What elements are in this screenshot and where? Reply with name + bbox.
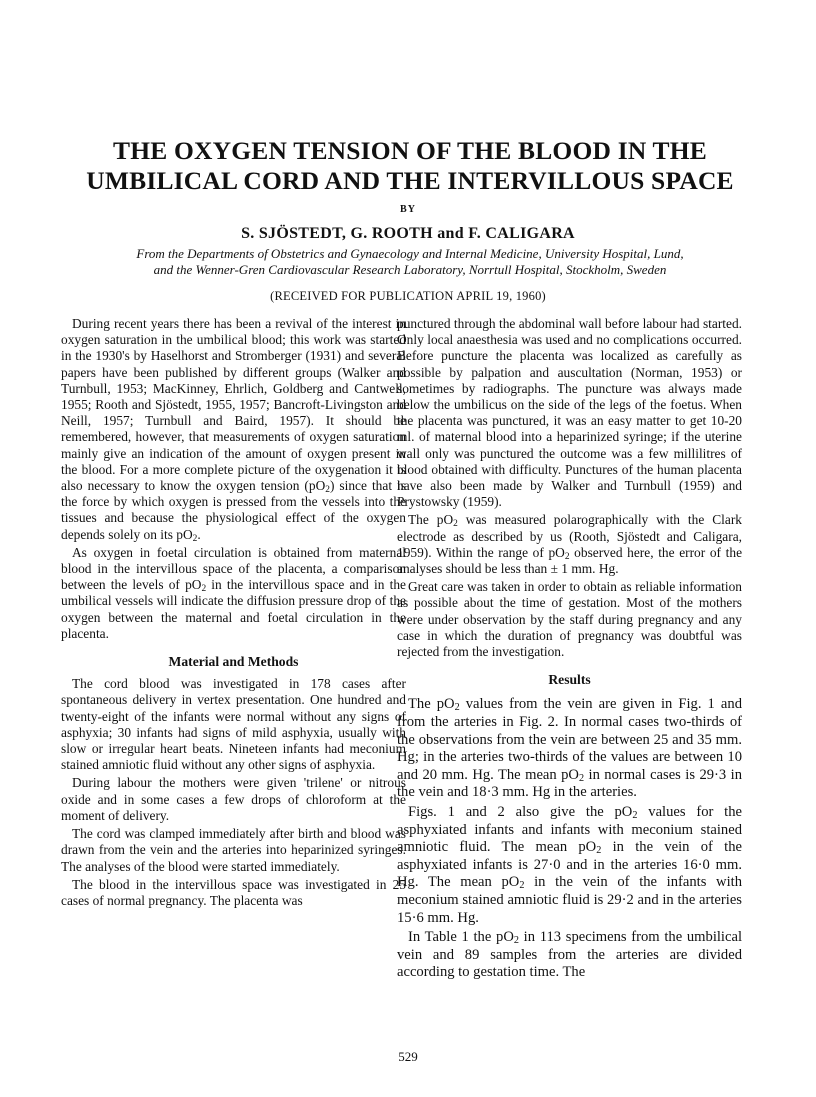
subscript: 2 xyxy=(578,772,585,784)
affiliation xyxy=(90,246,730,278)
po2-text-c: observed here, the error of the analyses should be less than ± 1 mm. Hg. xyxy=(397,544,743,577)
subscript: 2 xyxy=(519,880,525,892)
results-heading: Results xyxy=(548,672,591,688)
results-p1-text-b: values from the vein are given in Fig. 1 and from the arteries in Fig. 2. In normal cases two-thirds of the observations from the vein are between 25 and 35 mm. Hg; in the arteries two-thirds of the values are between 10 and 20 mm. Hg. The mean pO xyxy=(397,696,742,783)
affiliation-line-1: From the Departments of Obstetrics and Gynaecology and Internal Medicine, University Hospital, Lund, xyxy=(136,246,684,261)
subscript: 2 xyxy=(513,935,519,947)
results-p2-text-d: in the vein of the infants with meconium stained amniotic fluid is 29·2 and in the arteries 15·6 mm. Hg. xyxy=(397,874,742,926)
results-paragraph-3 xyxy=(397,929,742,982)
results-paragraph-2 xyxy=(397,804,742,927)
methods-heading: Material and Methods xyxy=(168,654,299,670)
subscript: 2 xyxy=(453,519,458,530)
title-line-1: THE OXYGEN TENSION OF THE BLOOD IN THE xyxy=(112,136,707,165)
subscript: 2 xyxy=(596,845,602,857)
po2-text-a: The pO xyxy=(408,512,454,528)
title-line-2: UMBILICAL CORD AND THE INTERVILLOUS SPACE xyxy=(86,166,734,195)
intro-paragraph-2 xyxy=(61,545,406,642)
page-number: 529 xyxy=(398,1049,418,1064)
results-p3-text-a: In Table 1 the pO xyxy=(408,929,514,946)
results-p2-text-a: Figs. 1 and 2 also give the pO xyxy=(408,804,633,821)
results-p1-text-a: The pO xyxy=(408,696,455,713)
intro-p2-text-b: in the intervillous space and in the umbilical vessels will indicate the diffusion pressure drop of the oxygen between the maternal and foetal circulation in the placenta. xyxy=(61,577,406,641)
methods-paragraph-1: The cord blood was investigated in 178 cases after spontaneous delivery in vertex presentation. One hundred and twenty-eight of the infants were normal without any signs of asphyxia; 30 infants had signs of mild asphyxia, usually with slow or irregular heart beats. Nineteen infants had meconium stained amniotic fluid without any other signs of asphyxia. xyxy=(61,676,406,773)
authors: S. SJÖSTEDT, G. ROOTH and F. CALIGARA xyxy=(241,225,575,242)
subscript: 2 xyxy=(454,702,460,714)
affiliation-line-2: and the Wenner-Gren Cardiovascular Research Laboratory, Norrtull Hospital, Stockholm, Sweden xyxy=(153,262,667,277)
subscript: 2 xyxy=(632,810,638,822)
results-body xyxy=(397,696,742,982)
results-p3-text-b: in 113 specimens from the umbilical vein and 89 samples from the arteries are divided according to gestation time. The xyxy=(397,929,743,981)
intro-p1-text: During recent years there has been a revival of the interest in oxygen saturation in the umbilical blood; this work was started in the 1930's by Haselhorst and Stromberger (1931) and several papers have been published by different groups (Walker and Turnbull, 1953; MacKinney, Ehrlich, Goldberg and Cantwell, 1955; Rooth and Sjöstedt, 1955, 1957; Bancroft-Livingston and Neill, 1957; Turnbull and Baird, 1957). It should be remembered, however, that measurements of oxygen saturation mainly give an indication of the amount of oxygen present in the blood. For a more complete picture of the oxygenation it is also necessary to know the oxygen tension (pO xyxy=(61,316,406,494)
methods-paragraph-4: The blood in the intervillous space was investigated in 25 cases of normal pregnancy. The placenta was xyxy=(61,876,406,908)
methods-paragraph-2: During labour the mothers were given 'trilene' or nitrous oxide and in some cases a few drops of chloroform at the moment of delivery. xyxy=(61,775,406,823)
article-title xyxy=(60,136,760,196)
intro-p1-text-b: ) since that is the force by which oxygen is pressed from the vessels into the tissues and because the physiological effect of the oxygen depends solely on its pO xyxy=(61,478,406,542)
po2-measurement-paragraph xyxy=(397,512,742,577)
continued-paragraph: punctured through the abdominal wall before labour had started. Only local anaesthesia was used and no complications occurred. Before puncture the placenta was localized as carefully as possible by palpation and auscultation (Norman, 1953) or sometimes by radiographs. The puncture was always made below the umbilicus on the side of the legs of the foetus. When the placenta was punctured, it was an easy matter to get 10-20 ml. of maternal blood into a heparinized syringe; if the uterine wall only was punctured the outcome was a few millilitres of blood obtained with difficulty. Punctures of the human placenta have also been made by Walker and Turnbull (1959) and Prystowsky (1959). xyxy=(397,316,742,510)
po2-text-b: was measured polarographically with the Clark electrode as described by us (Rooth, Sjöstedt and Caligara, 1959). Within the range of pO xyxy=(397,512,742,560)
subscript: 2 xyxy=(564,551,570,562)
subscript: 2 xyxy=(192,533,198,544)
results-p2-text-c: in the vein of the asphyxiated infants is 27·0 and in the arteries 16·0 mm. Hg. The mean pO xyxy=(397,839,742,891)
results-p2-text-b: values for the asphyxiated infants and infants with meconium stained amniotic fluid. The mean pO xyxy=(397,804,742,856)
results-paragraph-1 xyxy=(397,696,742,802)
results-p1-text-c: in normal cases is 29·3 in the vein and 18·3 mm. Hg in the arteries. xyxy=(397,766,742,801)
intro-paragraph-1: During recent years there has been a revival of the interest in oxygen saturation in the umbilical blood; this work was started in the 1930's by Haselhorst and Stromberger (1931) and several papers have been published by different groups (Walker and Turnbull, 1953; MacKinney, Ehrlich, Goldberg and Cantwell, 1955; Rooth and Sjöstedt, 1955, 1957; Bancroft-Livingston and Neill, 1957; Turnbull and Baird, 1957). It should be remembered, however, that measurements of oxygen saturation mainly give an indication of the amount of oxygen present in the blood. For a more complete picture of the oxygenation it is also necessary to know the oxygen tension $(pO_2)$ since that is the force by which oxygen is pressed from the vessels into the tissues and because the physiological effect of the oxygen depends solely on its $pO_2$. xyxy=(61,316,406,544)
methods-paragraph-3: The cord was clamped immediately after birth and blood was drawn from the vein and the arteries into heparinized syringes. The analyses of the blood were started immediately. xyxy=(61,826,406,874)
subscript: 2 xyxy=(325,485,330,496)
right-column xyxy=(397,316,742,984)
gestation-paragraph: Great care was taken in order to obtain as reliable information as possible about the time of gestation. Most of the mothers were under observation by the staff during pregnancy and any case in which the duration of pregnancy was doubtful was rejected from the investigation. xyxy=(397,579,742,660)
intro-p2-text-a: As oxygen in foetal circulation is obtained from maternal blood in the intervillous space of the placenta, a comparison between the levels of pO xyxy=(61,544,406,593)
left-column xyxy=(61,316,406,911)
by-line: BY xyxy=(400,204,416,215)
received-date: (RECEIVED FOR PUBLICATION APRIL 19, 1960) xyxy=(270,289,546,303)
subscript: 2 xyxy=(201,584,207,595)
